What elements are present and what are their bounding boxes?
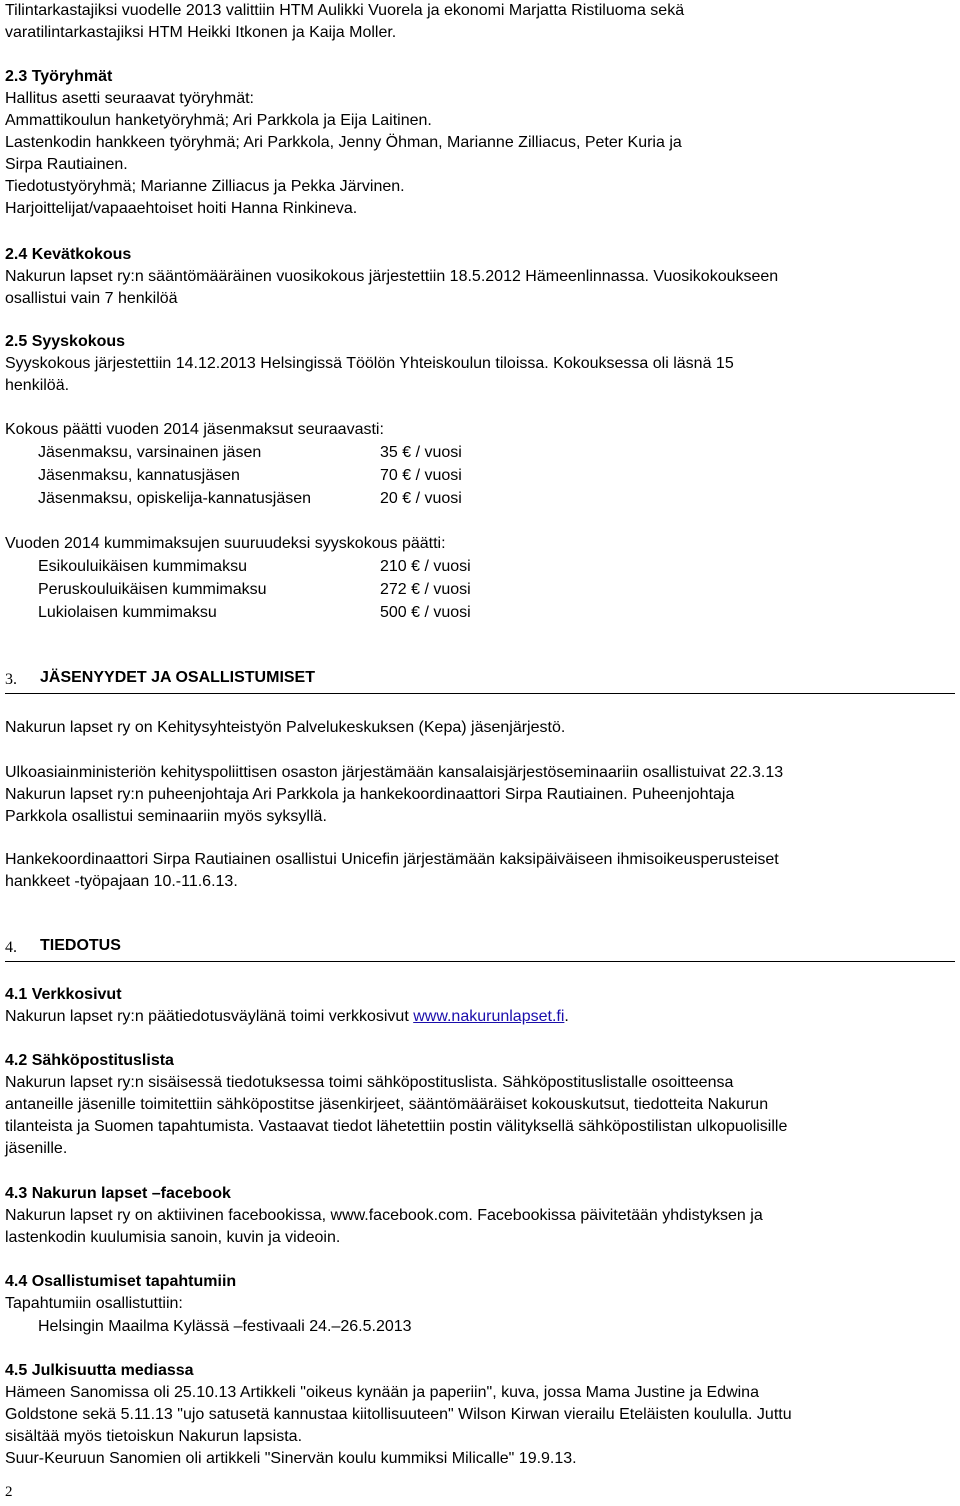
- sponsor-fee-label: Peruskouluikäisen kummimaksu: [38, 581, 267, 598]
- heading-2-4: 2.4 Kevätkokous: [5, 246, 132, 263]
- s2-4-line: Nakurun lapset ry:n sääntömääräinen vuosikokous järjestettiin 18.5.2012 Hämeenlinnassa. Vuosikokoukseen: [5, 268, 779, 285]
- s4-1-text-prefix: Nakurun lapset ry:n päätiedotusväylänä toimi verkkosivut: [5, 1008, 414, 1025]
- heading-4-2: 4.2 Sähköpostituslista: [5, 1052, 174, 1069]
- sponsor-fee-label: Lukiolaisen kummimaksu: [38, 604, 217, 621]
- s4-1-text-suffix: .: [564, 1008, 569, 1025]
- s2-3-line: Sirpa Rautiainen.: [5, 156, 128, 173]
- s4-3-line: Nakurun lapset ry on aktiivinen facebookissa, www.facebook.com. Facebookissa päivitetään yhdistyksen ja: [5, 1207, 763, 1224]
- s4-5-line: Hämeen Sanomissa oli 25.10.13 Artikkeli "oikeus kynään ja paperiin", kuva, jossa Mama Justine ja Edwina: [5, 1384, 759, 1401]
- s4-1-text: [5, 1006, 569, 1028]
- page-number: 2: [5, 1484, 13, 1500]
- s4-2-line: jäsenille.: [5, 1140, 68, 1157]
- fee-label: Jäsenmaksu, kannatusjäsen: [38, 467, 240, 484]
- section-3-number: 3.: [5, 671, 17, 688]
- s4-2-line: tilanteista ja Suomen tapahtumista. Vastaavat tiedot lähetettiin postin välityksellä sähköpostilistan ulkopuolisille: [5, 1118, 788, 1135]
- section-3-title: JÄSENYYDET JA OSALLISTUMISET: [40, 669, 315, 686]
- s3-p3-line: Hankekoordinaattori Sirpa Rautiainen osallistui Unicefin järjestämään kaksipäiväiseen ihmisoikeusperusteiset: [5, 851, 779, 868]
- s2-3-line: Harjoittelijat/vapaaehtoiset hoiti Hanna Rinkineva.: [5, 200, 358, 217]
- s3-p2-line: Parkkola osallistui seminaariin myös syksyllä.: [5, 808, 327, 825]
- s3-p2-line: Nakurun lapset ry:n puheenjohtaja Ari Parkkola ja hankekoordinaattori Sirpa Rautiainen. Puheenjohtaja: [5, 786, 735, 803]
- sponsor-fee-amount: 500 € / vuosi: [380, 604, 471, 621]
- s2-5-line: henkilöä.: [5, 377, 70, 394]
- s2-5-line: Syyskokous järjestettiin 14.12.2013 Helsingissä Töölön Yhteiskoulun tiloissa. Kokouksessa oli läsnä 15: [5, 355, 734, 372]
- fee-amount: 70 € / vuosi: [380, 467, 462, 484]
- sponsor-fee-label: Esikouluikäisen kummimaksu: [38, 558, 247, 575]
- section-4-heading: [5, 937, 955, 962]
- website-link[interactable]: www.nakurunlapset.fi: [413, 1008, 565, 1025]
- s4-4-event: Helsingin Maailma Kylässä –festivaali 24.–26.5.2013: [38, 1318, 412, 1335]
- s3-p1: Nakurun lapset ry on Kehitysyhteistyön Palvelukeskuksen (Kepa) jäsenjärjestö.: [5, 719, 566, 736]
- s2-3-line: Tiedotustyöryhmä; Marianne Zilliacus ja Pekka Järvinen.: [5, 178, 405, 195]
- s2-4-line: osallistui vain 7 henkilöä: [5, 290, 178, 307]
- sponsor-fee-amount: 210 € / vuosi: [380, 558, 471, 575]
- section-3-heading: [5, 669, 955, 694]
- s3-p2-line: Ulkoasiainministeriön kehityspoliittisen osaston järjestämään kansalaisjärjestöseminaariin osallistuivat 22.3.13: [5, 764, 784, 781]
- fee-label: Jäsenmaksu, opiskelija-kannatusjäsen: [38, 490, 312, 507]
- fee-amount: 20 € / vuosi: [380, 490, 462, 507]
- heading-4-3: 4.3 Nakurun lapset –facebook: [5, 1185, 231, 1202]
- s2-3-line: Ammattikoulun hanketyöryhmä; Ari Parkkola ja Eija Laitinen.: [5, 112, 432, 129]
- s4-2-line: antaneille jäsenille toimitettiin sähköpostitse jäsenkirjeet, sääntömääräiset kokouskutsut, tiedotteita Nakurun: [5, 1096, 769, 1113]
- s4-3-line: lastenkodin kuulumisia sanoin, kuvin ja videoin.: [5, 1229, 341, 1246]
- s4-5-line: Goldstone sekä 5.11.13 "ujo satusetä kannustaa kiitollisuuteen" Wilson Kirwan vierailu Eteläisten koululla. Juttu: [5, 1406, 792, 1423]
- sponsor-intro: Vuoden 2014 kummimaksujen suuruudeksi syyskokous päätti:: [5, 535, 446, 552]
- section-4-number: 4.: [5, 939, 17, 956]
- auditors-line-1: Tilintarkastajiksi vuodelle 2013 valittiin HTM Aulikki Vuorela ja ekonomi Marjatta Ristiluoma sekä: [5, 2, 685, 19]
- fees-intro: Kokous päätti vuoden 2014 jäsenmaksut seuraavasti:: [5, 421, 384, 438]
- heading-4-5: 4.5 Julkisuutta mediassa: [5, 1362, 194, 1379]
- heading-4-4: 4.4 Osallistumiset tapahtumiin: [5, 1273, 237, 1290]
- s2-3-line: Lastenkodin hankkeen työryhmä; Ari Parkkola, Jenny Öhman, Marianne Zilliacus, Peter Kuria ja: [5, 134, 682, 151]
- s3-p3-line: hankkeet -työpajaan 10.-11.6.13.: [5, 873, 238, 890]
- s4-5-line: sisältää myös tietoiskun Nakurun lapsista.: [5, 1428, 303, 1445]
- s4-4-line: Tapahtumiin osallistuttiin:: [5, 1295, 183, 1312]
- heading-4-1: 4.1 Verkkosivut: [5, 986, 122, 1003]
- s2-3-line: Hallitus asetti seuraavat työryhmät:: [5, 90, 254, 107]
- heading-2-5: 2.5 Syyskokous: [5, 333, 126, 350]
- s4-2-line: Nakurun lapset ry:n sisäisessä tiedotuksessa toimi sähköpostituslista. Sähköpostituslistalle osoitteensa: [5, 1074, 734, 1091]
- fee-amount: 35 € / vuosi: [380, 444, 462, 461]
- s4-5-line: Suur-Keuruun Sanomien oli artikkeli "Sinervän koulu kummiksi Milicalle" 19.9.13.: [5, 1450, 577, 1467]
- section-4-title: TIEDOTUS: [40, 937, 121, 954]
- auditors-line-2: varatilintarkastajiksi HTM Heikki Itkonen ja Kaija Moller.: [5, 24, 397, 41]
- fee-label: Jäsenmaksu, varsinainen jäsen: [38, 444, 262, 461]
- heading-2-3: 2.3 Työryhmät: [5, 68, 113, 85]
- sponsor-fee-amount: 272 € / vuosi: [380, 581, 471, 598]
